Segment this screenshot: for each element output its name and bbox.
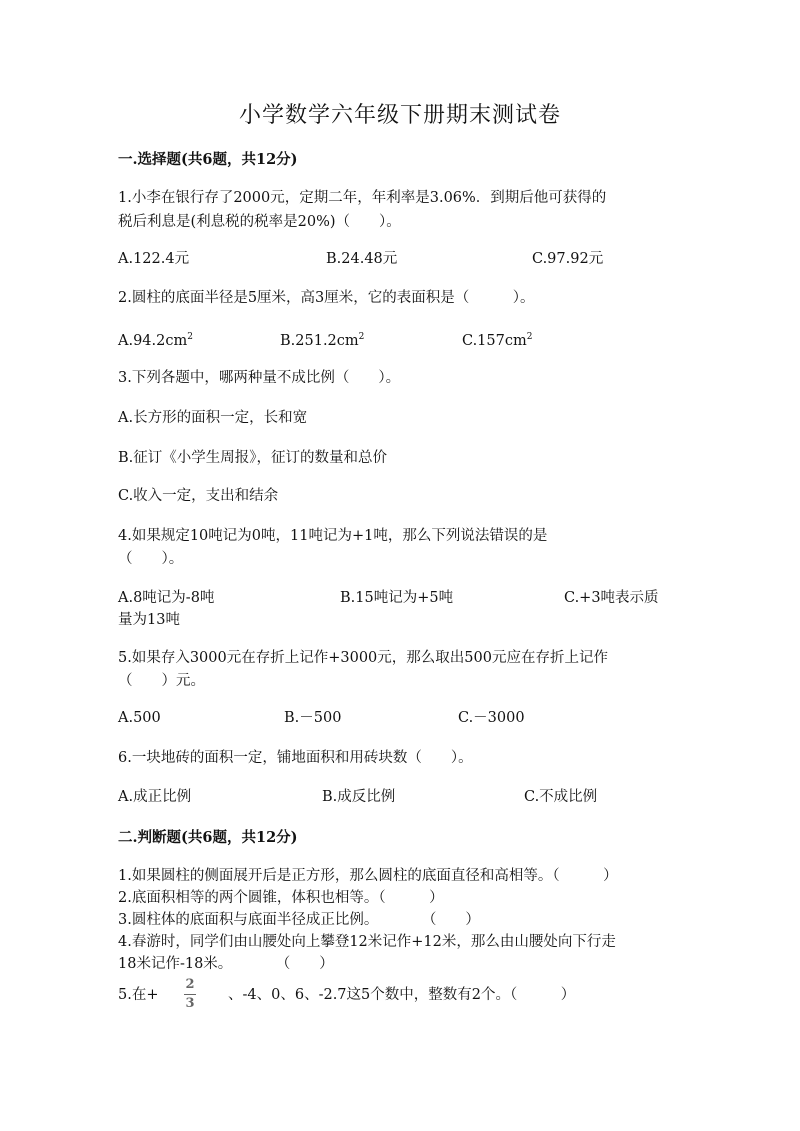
question-6-option-b: B.成反比例 bbox=[322, 789, 396, 805]
question-3-option-a: A.长方形的面积一定，长和宽 bbox=[118, 410, 308, 426]
section-heading-choice: 一.选择题(共6题，共12分) bbox=[118, 151, 298, 168]
question-6-option-c: C.不成比例 bbox=[524, 789, 598, 805]
judgement-5-prefix: 5.在+ bbox=[118, 987, 159, 1003]
question-5-option-c: C.－3000 bbox=[458, 710, 525, 726]
question-4-option-c-continued: 量为13吨 bbox=[118, 612, 180, 628]
fraction-numerator: 2 bbox=[185, 977, 195, 992]
squared-sup: 2 bbox=[187, 332, 193, 342]
question-5-line-1: 5.如果存入3000元在存折上记作+3000元，那么取出500元应在存折上记作 bbox=[118, 650, 608, 666]
question-5-option-a: A.500 bbox=[118, 710, 161, 726]
question-2-option-b bbox=[280, 326, 364, 352]
question-1-line-1: 1.小李在银行存了2000元，定期二年，年利率是3.06%．到期后他可获得的 bbox=[118, 190, 607, 206]
judgement-3: 3.圆柱体的底面积与底面半径成正比例。 （ ） bbox=[118, 912, 480, 928]
section-heading-judgement: 二.判断题(共6题，共12分) bbox=[118, 829, 298, 846]
option-b-label: B.251.2cm bbox=[280, 333, 359, 349]
question-6-text: 6.一块地砖的面积一定，铺地面积和用砖块数（ ）。 bbox=[118, 750, 473, 766]
judgement-5-suffix: 、-4、0、6、-2.7这5个数中，整数有2个。（ ） bbox=[228, 987, 576, 1003]
question-1-line-2: 税后利息是(利息税的税率是20%)（ ）。 bbox=[118, 214, 401, 230]
question-2-text: 2.圆柱的底面半径是5厘米，高3厘米，它的表面积是（ ）。 bbox=[118, 290, 535, 306]
fraction-denominator: 3 bbox=[185, 996, 195, 1011]
question-3-text: 3.下列各题中，哪两种量不成比例（ ）。 bbox=[118, 370, 401, 386]
question-4-option-a: A.8吨记为-8吨 bbox=[118, 590, 215, 606]
question-5-line-2: （ ）元。 bbox=[118, 673, 205, 689]
judgement-1: 1.如果圆柱的侧面展开后是正方形，那么圆柱的底面直径和高相等。（ ） bbox=[118, 868, 618, 884]
question-1-option-b: B.24.48元 bbox=[326, 251, 398, 267]
question-1-option-c: C.97.92元 bbox=[532, 251, 604, 267]
fraction-two-thirds bbox=[184, 978, 196, 1011]
squared-sup: 2 bbox=[358, 332, 365, 342]
question-2-option-a bbox=[118, 326, 193, 352]
question-6-option-a: A.成正比例 bbox=[118, 789, 192, 805]
option-a-label: A.94.2cm bbox=[118, 333, 188, 349]
judgement-2: 2.底面积相等的两个圆锥，体积也相等。（ ） bbox=[118, 890, 444, 906]
question-4-option-b: B.15吨记为+5吨 bbox=[340, 590, 454, 606]
fraction-bar bbox=[184, 994, 196, 995]
question-4-option-c: C.+3吨表示质 bbox=[564, 590, 659, 606]
question-4-line-2: （ ）。 bbox=[118, 551, 184, 567]
question-2-option-c bbox=[462, 326, 532, 352]
question-4-line-1: 4.如果规定10吨记为0吨，11吨记为+1吨，那么下列说法错误的是 bbox=[118, 528, 548, 544]
option-c-label: C.157cm bbox=[462, 333, 527, 349]
page-title: 小学数学六年级下册期末测试卷 bbox=[238, 103, 561, 128]
judgement-4-line-1: 4.春游时，同学们由山腰处向上攀登12米记作+12米，那么由山腰处向下行走 bbox=[118, 934, 616, 950]
question-3-option-b: B.征订《小学生周报》，征订的数量和总价 bbox=[118, 450, 388, 466]
question-5-option-b: B.－500 bbox=[284, 710, 342, 726]
question-1-option-a: A.122.4元 bbox=[118, 251, 190, 267]
judgement-4-line-2: 18米记作-18米。 （ ） bbox=[118, 956, 334, 972]
squared-sup: 2 bbox=[526, 332, 533, 342]
question-3-option-c: C.收入一定，支出和结余 bbox=[118, 488, 279, 504]
